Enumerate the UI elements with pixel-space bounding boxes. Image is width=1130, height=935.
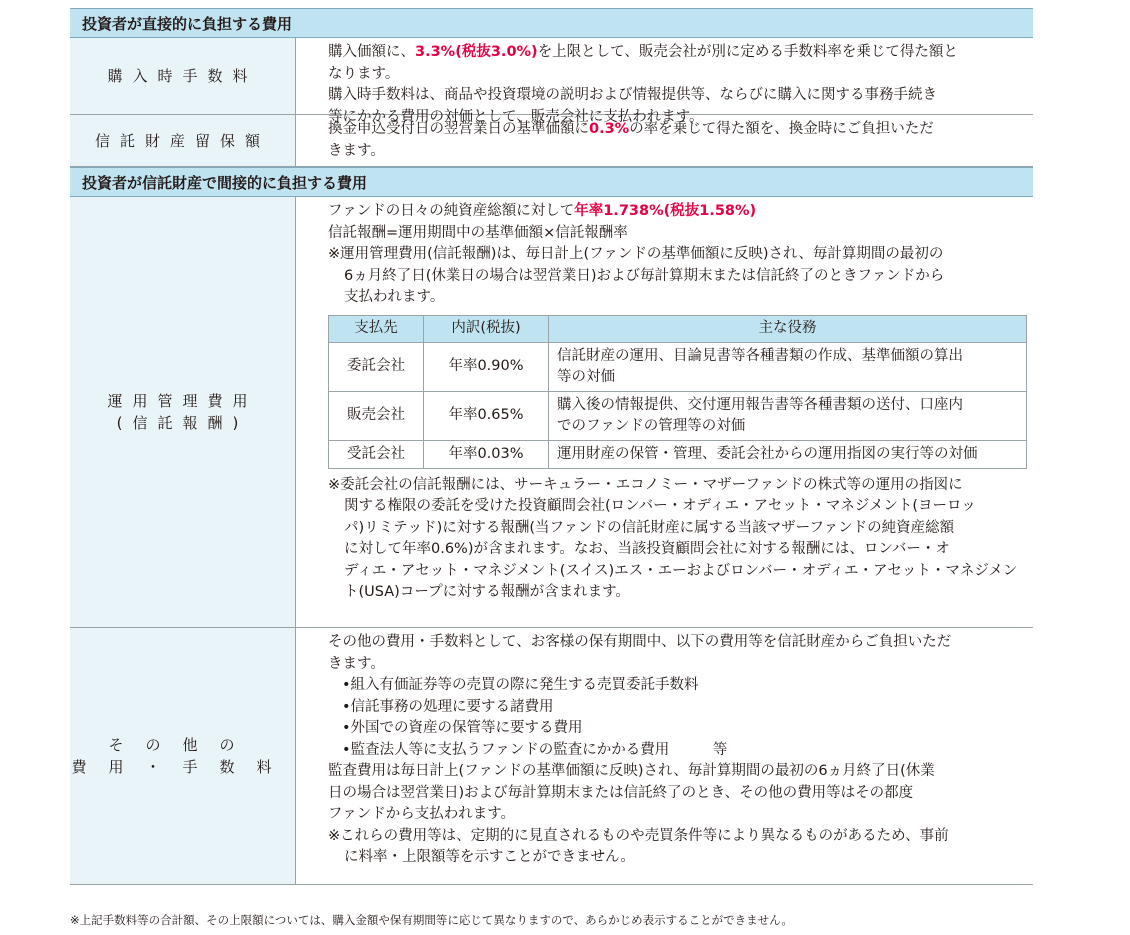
content-purchase-fee: 購入価額に、3.3%(税抜3.0%)を上限として、販売会社が別に定める手数料率を乗じて得た額と なります。 購入時手数料は、商品や投資環境の説明および情報提供等、ならびに購入に関する事務手続き 等にかかる費用の対価として、販売会社に支払われます。 [328, 44, 958, 125]
list-item: •外国での資産の保管等に要する費用 [342, 720, 583, 736]
table-row: 受託会社 年率0.03% 運用財産の保管・管理、委託会社からの運用指図の実行等の対価 [329, 440, 1027, 468]
fee-breakdown-table [328, 315, 1027, 469]
table-header-row: 支払先 内訳(税抜) 主な役務 [329, 315, 1027, 342]
label-purchase-fee: 購入時手数料 [70, 38, 296, 114]
fee-table [70, 8, 1033, 885]
content-trust-reserve: 換金申込受付日の翌営業日の基準価額に0.3%の率を乗じて得た額を、換金時にご負担いただ きます。 [328, 121, 934, 159]
footnote: ※上記手数料等の合計額、その上限額については、購入金額や保有期間等に応じて異なりますので、あらかじめ表示することができません。 [70, 913, 793, 927]
list-item: •監査法人等に支払うファンドの監査にかかる費用 等 [342, 741, 728, 758]
trust-reserve-rate: 0.3% [589, 121, 630, 137]
section-header-direct: 投資者が直接的に負担する費用 [70, 8, 1033, 38]
label-trust-reserve: 信託財産留保額 [70, 115, 296, 166]
list-item: •組入有価証券等の売買の際に発生する売買委託手数料 [342, 677, 699, 693]
table-row: 販売会社 年率0.65% 購入後の情報提供、交付運用報告書等各種書類の送付、口座内 でのファンドの管理等の対価 [329, 391, 1027, 440]
content-management-fee: ファンドの日々の純資産総額に対して年率1.738%(税抜1.58%) 信託報酬=運用期間中の基準価額×信託報酬率 ※運用管理費用(信託報酬)は、毎日計上(ファンドの基準価額に反映)され、毎計算期間の最初の 6ヵ月終了日(休業日の場合は翌営業日)および毎計算期末または信託終了のときファンドから 支払われます。 支払先 内訳(税抜) 主な役務 委託会社 年率0.90% 信託財産の運用、目論見書等各種書類の作成、基準価額の算出 等の対価 販売会社 年率0.65% 購入後の情報提供、交付運用報告書等各種書類の送付、口座内 でのファンドの管理等の対価 受託会社 年率0.03% 運用財産の保管・管理、委託会社からの運用指図の実行等の対価 ※委託会社の信託報酬には、サーキュラー・エコノミー・マザーファンドの株式等の運用の指図に 関する権限の委託を受けた投資顧問会社(ロンバー・オディエ・アセット・マネジメント(ヨーロッ パ)リミテッド)に対する報酬(当ファンドの信託財産に属する当該マザーファンドの純資産総額 に対して年率0.6%)が含まれます。なお、当該投資顧問会社に対する報酬には、ロンバー・オ ディエ・アセット・マネジメント(スイス)エス・エーおよびロンバー・オディエ・アセット・マネジメン ト(USA)コープに対する報酬が含まれます。 [296, 197, 1033, 627]
purchase-fee-rate: 3.3%(税抜3.0%) [415, 44, 538, 60]
section-header-indirect: 投資者が信託財産で間接的に負担する費用 [70, 167, 1033, 197]
content-other-fees: その他の費用・手数料として、お客様の保有期間中、以下の費用等を信託財産からご負担いただ きます。 •組入有価証券等の売買の際に発生する売買委託手数料 •信託事務の処理に要する諸費用 •外国での資産の保管等に要する費用 •監査法人等に支払うファンドの監査にかかる費用 等 監査費用は毎日計上(ファンドの基準価額に反映)され、毎計算期間の最初の6ヵ月終了日(休業 日の場合は翌営業日)および毎計算期末または信託終了のとき、その他の費用等はその都度 ファンドから支払われます。 ※これらの費用等は、定期的に見直されるものや売買条件等により異なるものがあるため、事前 に料率・上限額等を示すことができません。 [296, 628, 1033, 884]
label-management-fee: 運用管理費用 (信託報酬) [70, 197, 296, 627]
row-other-fees [70, 628, 1033, 885]
management-fee-rate: 年率1.738%(税抜1.58%) [574, 203, 757, 219]
row-trust-reserve [70, 115, 1033, 167]
row-management-fee [70, 197, 1033, 628]
table-row: 委託会社 年率0.90% 信託財産の運用、目論見書等各種書類の作成、基準価額の算出 等の対価 [329, 342, 1027, 391]
list-item: •信託事務の処理に要する諸費用 [342, 698, 554, 715]
label-other-fees: その他の 費用・手数料 [70, 628, 296, 884]
row-purchase-fee [70, 38, 1033, 125]
